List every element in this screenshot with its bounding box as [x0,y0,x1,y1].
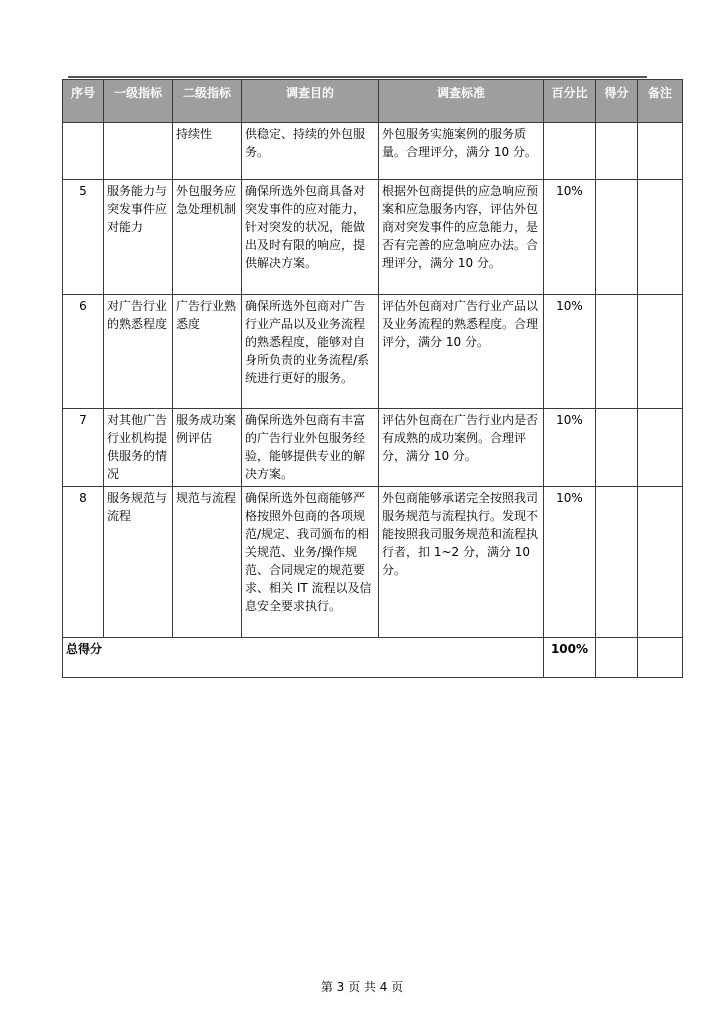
cell-level1: 对广告行业的熟悉程度 [104,295,173,409]
evaluation-table [62,79,683,678]
cell-weight [544,123,596,180]
cell-no: 6 [63,295,104,409]
header-level1: 一级指标 [104,80,173,123]
cell-level2: 广告行业熟悉度 [173,295,242,409]
top-rule [68,76,647,78]
cell-score[interactable] [596,123,638,180]
total-row [63,638,683,678]
cell-level2: 持续性 [173,123,242,180]
cell-no: 7 [63,409,104,487]
cell-weight: 10% [544,180,596,295]
header-purpose: 调查目的 [242,80,379,123]
cell-score[interactable] [596,487,638,638]
cell-purpose: 确保所选外包商有丰富的广告行业外包服务经验，能够提供专业的解决方案。 [242,409,379,487]
table-row [63,180,683,295]
table-row [63,487,683,638]
header-level2: 二级指标 [173,80,242,123]
cell-level1: 对其他广告行业机构提供服务的情况 [104,409,173,487]
cell-weight: 10% [544,409,596,487]
cell-standard: 根据外包商提供的应急响应预案和应急服务内容，评估外包商对突发事件的应急能力，是否有完善的应急响应办法。合理评分，满分 10 分。 [379,180,544,295]
cell-standard: 外包服务实施案例的服务质量。合理评分，满分 10 分。 [379,123,544,180]
cell-level2: 服务成功案例评估 [173,409,242,487]
cell-standard: 评估外包商在广告行业内是否有成熟的成功案例。合理评分，满分 10 分。 [379,409,544,487]
header-remark: 备注 [638,80,683,123]
cell-weight: 10% [544,295,596,409]
cell-score[interactable] [596,295,638,409]
cell-no: 5 [63,180,104,295]
cell-remark[interactable] [638,123,683,180]
table-row [63,295,683,409]
cell-no: 8 [63,487,104,638]
cell-level1: 服务能力与突发事件应对能力 [104,180,173,295]
cell-weight: 10% [544,487,596,638]
cell-remark[interactable] [638,409,683,487]
page-footer: 第 3 页 共 4 页 [320,980,404,994]
cell-level1: 服务规范与流程 [104,487,173,638]
cell-purpose: 确保所选外包商具备对突发事件的应对能力，针对突发的状况，能做出及时有限的响应，提供解决方案。 [242,180,379,295]
cell-level1 [104,123,173,180]
cell-remark[interactable] [638,487,683,638]
cell-level2: 规范与流程 [173,487,242,638]
cell-remark[interactable] [638,295,683,409]
total-weight: 100% [544,638,596,678]
cell-purpose: 供稳定、持续的外包服务。 [242,123,379,180]
cell-purpose: 确保所选外包商对广告行业产品以及业务流程的熟悉程度，能够对自身所负责的业务流程/系统进行更好的服务。 [242,295,379,409]
cell-score[interactable] [596,409,638,487]
cell-no [63,123,104,180]
cell-standard: 外包商能够承诺完全按照我司服务规范与流程执行。发现不能按照我司服务规范和流程执行者，扣 1~2 分，满分 10 分。 [379,487,544,638]
cell-level2: 外包服务应急处理机制 [173,180,242,295]
cell-standard: 评估外包商对广告行业产品以及业务流程的熟悉程度。合理评分，满分 10 分。 [379,295,544,409]
table-row [63,409,683,487]
header-weight: 百分比 [544,80,596,123]
total-score[interactable] [596,638,638,678]
table-row [63,123,683,180]
header-score: 得分 [596,80,638,123]
header-no: 序号 [63,80,104,123]
cell-purpose: 确保所选外包商能够严格按照外包商的各项规范/规定、我司颁布的相关规范、业务/操作规范、合同规定的规范要求、相关 IT 流程以及信息安全要求执行。 [242,487,379,638]
total-label: 总得分 [63,638,544,678]
cell-score[interactable] [596,180,638,295]
header-standard: 调查标准 [379,80,544,123]
cell-remark[interactable] [638,180,683,295]
header-row [63,80,683,123]
total-remark[interactable] [638,638,683,678]
